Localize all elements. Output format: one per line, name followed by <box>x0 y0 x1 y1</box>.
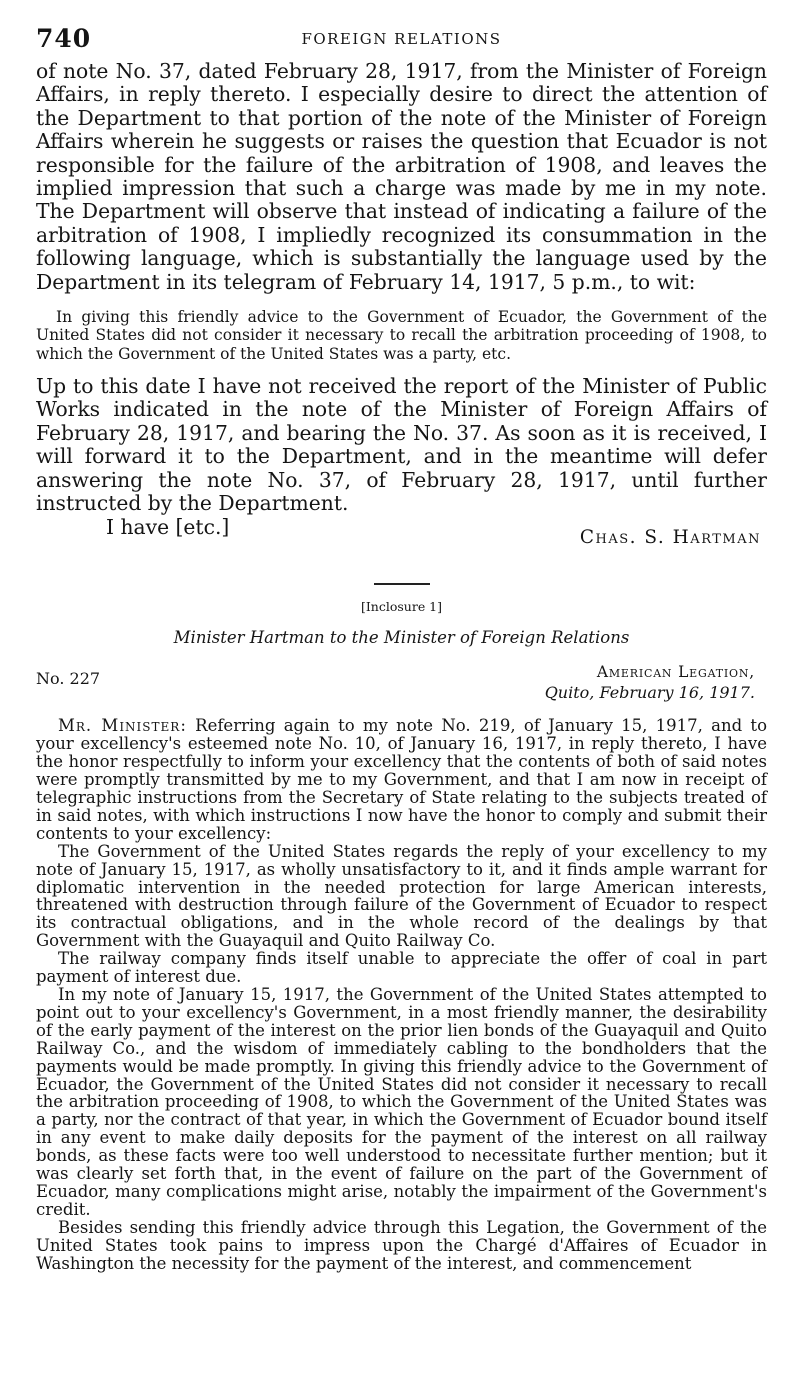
inclosure-paragraph-4: In my note of January 15, 1917, the Government of the United States attempted to point out to your excellency's Government, in a most friendly manner, the desirability of the early payment of the interest on the prior lien bonds of the Guayaquil and Quito Railway Co., and the wisdom of immediately cabling to the bondholders that the payments would be made promptly. In giving this friendly advice to the Government of Ecuador, the Government of the United States did not consider it necessary to recall the arbitration proceeding of 1908, to which the Government of the United States was a party, nor the contract of that year, in which the Government of Ecuador bound itself in any event to make daily deposits for the payment of the interest on all railway bonds, as these facts were too well understood to necessitate further mention; but it was clearly set forth that, in the event of failure on the part of the Government of Ecuador, many complications might arise, notably the impairment of the Government's credit. <box>36 984 767 1219</box>
inclosure-body <box>36 717 767 1272</box>
running-head <box>36 24 767 60</box>
signature: Chas. S. Hartman <box>579 527 761 549</box>
note-number: No. 227 <box>36 669 101 689</box>
running-title: FOREIGN RELATIONS <box>301 30 502 48</box>
page-number: 740 <box>36 24 92 53</box>
section-divider <box>374 583 430 585</box>
letter-body <box>36 60 767 294</box>
letter-paragraph-1: of note No. 37, dated February 28, 1917, from the Minister of Foreign Affairs, in reply thereto. I especially desire to direct the attention of the Department to that portion of the note of the Minister of Foreign Affairs wherein he suggests or raises the question that Ecuador is not responsible for the failure of the arbitration of 1908, and leaves the implied impression that such a charge was made by me in my note. The Department will observe that instead of indicating a failure of the arbitration of 1908, I impliedly recognized its consummation in the following language, which is substantially the language used by the Department in its telegram of February 14, 1917, 5 p.m., to wit: <box>36 59 767 294</box>
closing-block <box>36 515 767 563</box>
legation-name: American Legation, <box>596 663 755 682</box>
dateline: Quito, February 16, 1917. <box>544 683 755 703</box>
inclosure-paragraph-2: The Government of the United States regards the reply of your excellency to my note of January 15, 1917, as wholly unsatisfactory to it, and it finds ample warrant for diplomatic intervention in the needed protection for large American interests, threatened with destruction through failure of the Government of Ecuador to respect its contractual obligations, and in the whole record of the dealings by that Government with the Guayaquil and Quito Railway Co. <box>36 841 767 951</box>
letter-body-continued <box>36 375 767 515</box>
inclosure-paragraph-1 <box>36 717 767 842</box>
inclosure-header <box>36 663 767 709</box>
inclosure-title: Minister Hartman to the Minister of Foreign Relations <box>173 628 630 648</box>
inclosure-paragraph-5: Besides sending this friendly advice through this Legation, the Government of the United States took pains to impress upon the Chargé d'Affaires of Ecuador in Washington the necessity for the payment of the interest, and commencement <box>36 1217 767 1273</box>
inclosure-paragraph-1-text: Referring again to my note No. 219, of January 15, 1917, and to your excellency's esteemed note No. 10, of January 16, 1917, in reply thereto, I have the honor respectfully to inform your excellency that the contents of both of said notes were promptly transmitted by me to my Government, and that I am now in receipt of telegraphic instructions from the Secretary of State relating to the subjects treated of in said notes, with which instructions I now have the honor to comply and submit their contents to your excellency: <box>36 716 767 843</box>
inclosure-label: [Inclosure 1] <box>360 599 443 615</box>
quoted-passage: In giving this friendly advice to the Government of Ecuador, the Government of the United States did not consider it necessary to recall the arbitration proceeding of 1908, to which the Government of the United States was a party, etc. <box>36 308 767 363</box>
letter-paragraph-2: Up to this date I have not received the report of the Minister of Public Works indicated in the note of the Minister of Foreign Affairs of February 28, 1917, and bearing the No. 37. As soon as it is received, I will forward it to the Department, and in the meantime will defer answering the note No. 37, of February 28, 1917, until further instructed by the Department. <box>36 373 767 515</box>
closing-phrase: I have [etc.] <box>106 515 230 540</box>
inclosure-paragraph-3: The railway company finds itself unable to appreciate the offer of coal in part payment of interest due. <box>36 949 767 987</box>
salutation: Mr. Minister: <box>58 716 187 736</box>
